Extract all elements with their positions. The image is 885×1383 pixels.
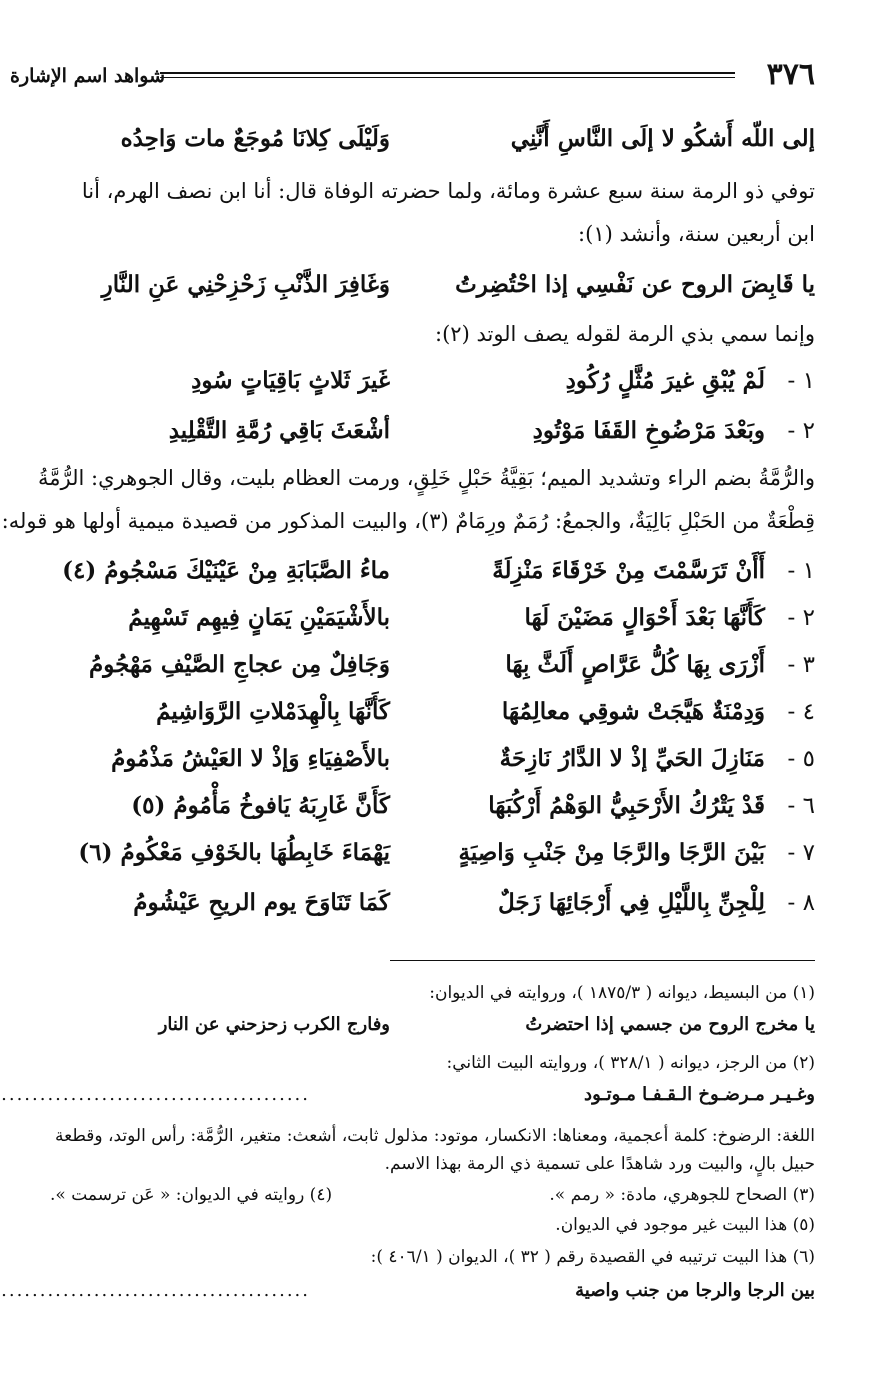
verse-line: [10, 691, 815, 733]
omitted-hemistich-dots: ........................................: [1, 1280, 310, 1301]
footnote-3: (٣) الصحاح للجوهري، مادة: « رمم ».: [549, 1185, 815, 1205]
paragraph-line: توفي ذو الرمة سنة سبع عشرة ومائة، ولما حضرته الوفاة قال: أنا ابن نصف الهرم، أنا: [81, 179, 815, 203]
page-number: ٣٧٦: [766, 57, 815, 92]
hemistich-first: بين الرجا والرجا من جنب واصية: [575, 1280, 815, 1301]
hemistich-first: لَمْ يُبْقِ غيرَ مُثَّلٍ رُكُودِ: [565, 367, 765, 394]
verse-line: [10, 550, 815, 592]
paragraph-line: وإنما سمي بذي الرمة لقوله يصف الوتد (٢):: [435, 322, 815, 346]
verse-line: [10, 360, 815, 402]
hemistich-second: أشْعَثَ بَاقِي رُمَّةِ التَّقْلِيدِ: [168, 417, 390, 444]
hemistich-first: يا مخرج الروح من جسمي إذا احتضرتُ: [525, 1014, 815, 1035]
verse-death: [10, 264, 815, 306]
verse-number: ٣ -: [787, 652, 815, 678]
verse-number: ٦ -: [787, 793, 815, 819]
footnote-4: (٤) روايته في الديوان: « عَن ترسمت ».: [50, 1185, 333, 1205]
verse-number: ١ -: [787, 558, 815, 584]
hemistich-first: يا قَابِضَ الروح عن نَفْسِي إذا احْتُضِرتُ: [455, 271, 815, 298]
footnote-6: (٦) هذا البيت ترتيبه في القصيدة رقم ( ٣٢ )، الديوان ( ٤٠٦/١ ):: [370, 1247, 815, 1267]
hemistich-second: كَمَا تَنَاوَحَ يوم الريحِ عَيْشُومُ: [133, 889, 390, 916]
verse-number: ٢ -: [787, 605, 815, 631]
footnote-2: (٢) من الرجز، ديوانه ( ٣٢٨/١ )، وروايته البيت الثاني:: [446, 1053, 815, 1073]
running-title: شواهد اسم الإشارة: [10, 65, 166, 87]
verse-line: [10, 738, 815, 780]
header-rule: [160, 72, 735, 78]
verse-number: ١ -: [787, 368, 815, 394]
verse-line: [10, 882, 815, 924]
hemistich-first: وغـيـر مـرضـوخ الـقـفـا مـوتـود: [584, 1084, 815, 1105]
verse-opening: [10, 118, 815, 160]
hemistich-first: كَأَنَّهَا بَعْدَ أَحْوَالٍ مَضَيْنَ لَهَا: [524, 604, 765, 631]
footnote-1: (١) من البسيط، ديوانه ( ١٨٧٥/٣ )، وروايته في الديوان:: [429, 983, 815, 1003]
verse-number: ٤ -: [787, 699, 815, 725]
paragraph-line: قِطْعَةٌ من الحَبْلِ بَالِيَةٌ، والجمعُ: رُمَمٌ ورِمَامٌ (٣)، والبيت المذكور من قصيدة ميمية أولها هو قوله:: [1, 509, 815, 533]
hemistich-first: إلى اللّه أَشكُو لا إلَى النَّاسِ أَنَّنِي: [510, 125, 815, 152]
paragraph-line: والرُّمَّةُ بضم الراء وتشديد الميم؛ بَقِيَّةُ حَبْلٍ خَلِقٍ، ورمت العظام بليت، وقال الجوهري: الرُّمَّةُ: [38, 466, 815, 490]
hemistich-second: وَغَافِرَ الذَّنْبِ زَحْزِحْنِي عَنِ النَّارِ: [101, 271, 390, 298]
page-header: [10, 58, 815, 92]
verse-number: ٢ -: [787, 418, 815, 444]
hemistich-second: يَهْمَاءَ خَابِطُهَا بالخَوْفِ مَعْكُومُ (٦): [78, 839, 390, 866]
hemistich-second: بالأَصْفِيَاءِ وَإذْ لا العَيْشُ مَذْمُومُ: [111, 745, 390, 772]
verse-number: ٨ -: [787, 890, 815, 916]
footnote-6-verse: [1, 1276, 815, 1306]
lugha-note: حبيل بالٍ، والبيت ورد شاهدًا على تسمية ذي الرمة بهذا الاسم.: [384, 1154, 815, 1174]
hemistich-second: بالأَشْيَمَيْنِ يَمَانٍ فِيهِم تَسْهِيمُ: [128, 604, 390, 631]
omitted-hemistich-dots: ........................................: [1, 1084, 310, 1105]
paragraph-line: ابن أربعين سنة، وأنشد (١):: [578, 222, 815, 246]
hemistich-second: ماءُ الصَّبَابَةِ مِنْ عَيْنَيْكَ مَسْجُومُ (٤): [62, 557, 390, 584]
hemistich-first: وَدِمْنَةٌ هَيَّجَتْ شوقِي معالِمُهَا: [501, 698, 765, 725]
footnotes-3-4: [10, 1182, 815, 1208]
hemistich-first: أَأَنْ تَرَسَّمْتَ مِنْ خَرْقَاءَ مَنْزِلَةً: [492, 557, 765, 584]
hemistich-second: وفارج الكرب زحزحني عن النار: [158, 1014, 390, 1035]
hemistich-second: كَأَنَّهَا بِالْهِدَمْلاتِ الرَّوَاشِيمُ: [156, 698, 390, 725]
lugha-note: اللغة: الرضوخ: كلمة أعجمية، ومعناها: الانكسار، موتود: مذلول ثابت، أشعث: متغير، الرُّمَّة: رأس الوتد، وقطعة: [55, 1126, 815, 1146]
hemistich-second: وَجَافِلٌ مِن عجاجِ الصَّيْفِ مَهْجُومُ: [88, 651, 390, 678]
hemistich-first: بَيْنَ الرَّجَا والرَّجَا مِنْ جَنْبِ وَاصِيَةٍ: [458, 839, 765, 866]
verse-line: [10, 410, 815, 452]
hemistich-first: قَدْ يَتْرُكُ الأَرْحَبِيُّ الوَهْمُ أَرْكُبَهَا: [488, 792, 765, 819]
verse-line: [10, 785, 815, 827]
hemistich-first: لِلْجِنِّ بِاللَّيْلِ فِي أَرْجَائِهَا زَجَلٌ: [497, 889, 765, 916]
footnote-2-verse: [1, 1080, 815, 1110]
hemistich-first: مَنَازِلَ الحَيِّ إذْ لا الدَّارُ نَازِحَةٌ: [499, 745, 765, 772]
hemistich-first: أَزْرَى بِهَا كُلُّ عَرَّاصٍ أَلَثَّ بِهَا: [505, 651, 765, 678]
verse-number: ٥ -: [787, 746, 815, 772]
hemistich-first: وبَعْدَ مَرْضُوخِ القَفَا مَوْتُودِ: [532, 417, 765, 444]
footnote-separator: [390, 960, 815, 961]
hemistich-second: غَيرَ ثَلاثٍ بَاقِيَاتٍ سُودِ: [191, 367, 390, 394]
verse-number: ٧ -: [787, 840, 815, 866]
hemistich-second: وَلَيْلَى كِلانَا مُوجَعٌ مات وَاحِدُه: [120, 125, 390, 152]
verse-line: [10, 832, 815, 874]
footnote-5: (٥) هذا البيت غير موجود في الديوان.: [555, 1215, 815, 1235]
hemistich-second: كَأَنَّ غَارِبَهُ يَافوخُ مَأْمُومُ (٥): [131, 792, 390, 819]
verse-line: [10, 597, 815, 639]
footnote-1-verse: [10, 1010, 815, 1040]
verse-line: [10, 644, 815, 686]
